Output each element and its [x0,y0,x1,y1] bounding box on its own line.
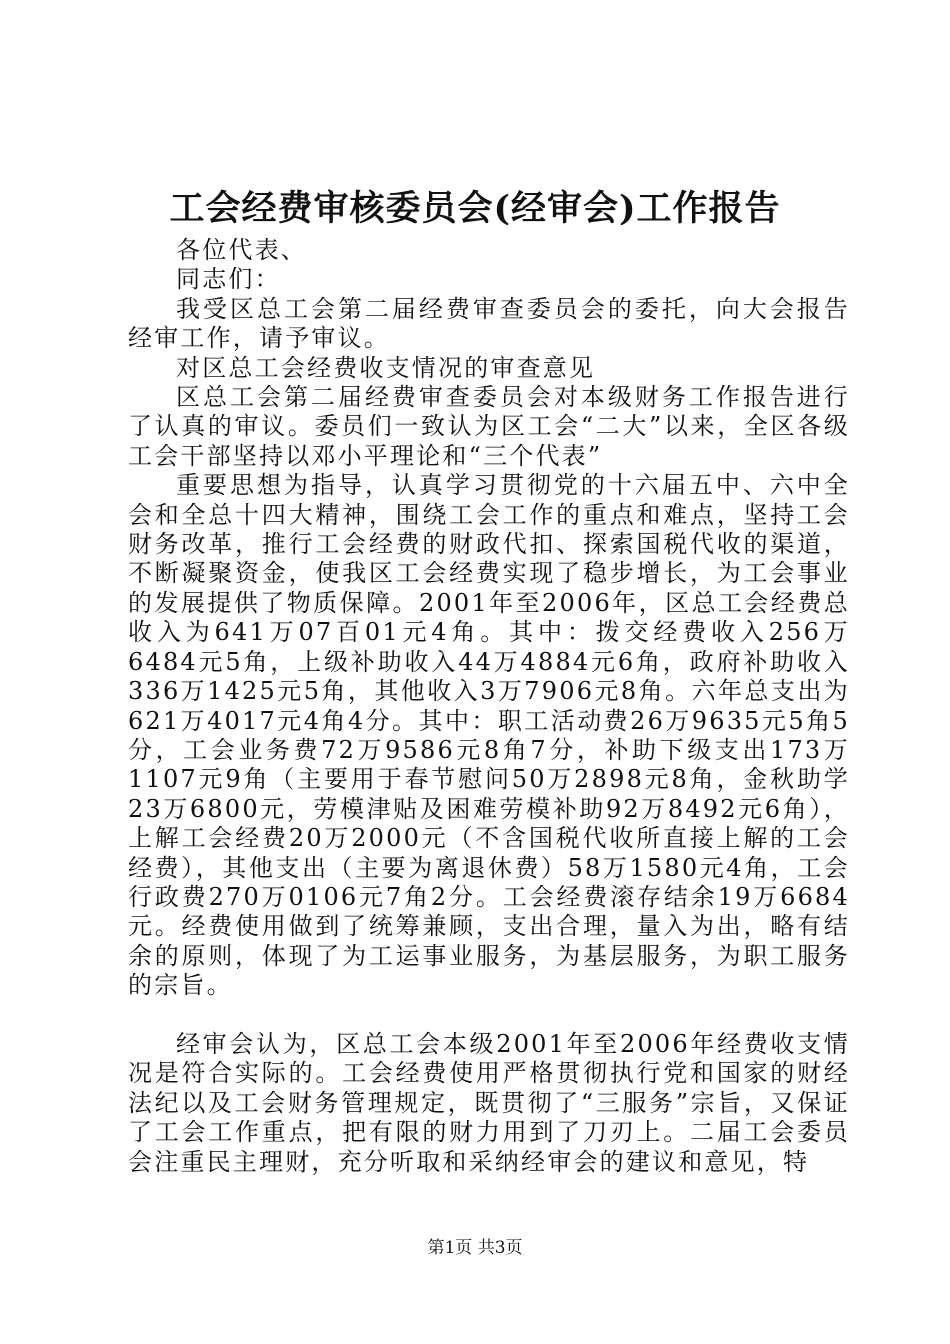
salutation-comrades: 同志们： [176,265,281,294]
finance-paragraph: 重要思想为指导，认真学习贯彻党的十六届五中、六中全会和全总十四大精神，围绕工会工作的重点和难点，坚持工会财务改革，推行工会经费的财政代扣、探索国税代收的渠道，不断凝聚资金，使我区工会经费实现了稳步增长，为工会事业的发展提供了物质保障。2001年至2006年，区总工会经费总收入为641万07百01元4角。其中：拨交经费收入256万6484元5角，上级补助收入44万4884元6角，政府补助收入336万1425元5角，其他收入3万7906元8角。六年总支出为621万4017元4角4分。其中：职工活动费26万9635元5角5分，工会业务费72万9586元8角7分，补助下级支出173万1107元9角（主要用于春节慰问50万2898元8角，金秋助学23万6800元，劳模津贴及困难劳模补助92万8492元6角），上解工会经费20万2000元（不含国税代收所直接上解的工会经费），其他支出（主要为离退休费）58万1580元4角，工会行政费270万0106元7角2分。工会经费滚存结余19万6684元。经费使用做到了统筹兼顾，支出合理，量入为出，略有结余的原则，体现了为工运事业服务，为基层服务，为职工服务的宗旨。 [128,471,850,1000]
document-body [128,236,850,1177]
document-title: 工会经费审核委员会(经审会)工作报告 [169,188,781,229]
review-paragraph: 区总工会第二届经费审查委员会对本级财务工作报告进行了认真的审议。委员们一致认为区工会“二大”以来，全区各级工会干部坚持以邓小平理论和“三个代表” [128,383,850,470]
page-number-footer: 第1页 共3页 [427,1238,523,1258]
intro-paragraph: 我受区总工会第二届经费审查委员会的委托，向大会报告经审工作，请予审议。 [128,294,850,353]
section-heading: 对区总工会经费收支情况的审查意见 [176,353,596,382]
conclusion-paragraph: 经审会认为，区总工会本级2001年至2006年经费收支情况是符合实际的。工会经费使用严格贯彻执行党和国家的财经法纪以及工会财务管理规定，既贯彻了“三服务”宗旨，又保证了工会工作重点，把有限的财力用到了刀刃上。二届工会委员会注重民主理财，充分听取和采纳经审会的建议和意见，特 [128,1029,850,1176]
salutation-representatives: 各位代表、 [176,236,307,264]
